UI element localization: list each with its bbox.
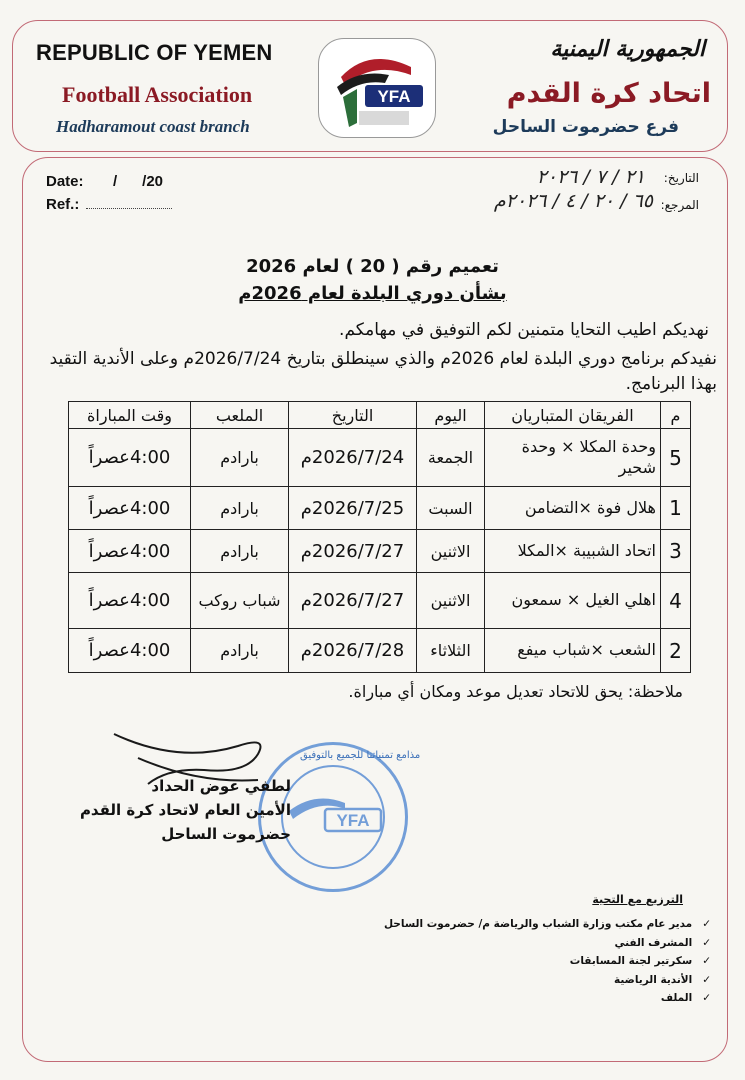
list-item: ✓الملف [660,992,711,1004]
arabic-ref-value: ٦٥ / ٢٠ / ٤ / ٢٠٢٦م [493,190,653,212]
note-text: ملاحظة: يحق للاتحاد تعديل موعد ومكان أي مباراة. [348,682,683,701]
svg-text:YFA: YFA [336,811,370,830]
header-day: اليوم [417,402,485,429]
match-day: الجمعة [417,429,485,487]
yfa-logo [318,38,436,138]
circular-title-block [0,256,745,304]
header-number: م [661,402,691,429]
match-day: السبت [417,487,485,530]
match-number: 4 [661,573,691,629]
table-row [69,573,691,629]
match-time: 4:00عصراً [69,530,191,573]
match-teams: وحدة المكلا × وحدة شحير [485,429,661,487]
arabic-date-label: التاريخ: [663,171,699,185]
table-row [69,429,691,487]
match-stadium: بارادم [191,429,289,487]
match-stadium: بارادم [191,629,289,673]
arabic-branch-name: فرع حضرموت الساحل [492,117,679,137]
match-number: 1 [661,487,691,530]
signatory-block [80,774,291,846]
header-stadium: الملعب [191,402,289,429]
stamp-logo-icon [285,791,385,841]
schedule-header-row [69,402,691,429]
list-item: ✓الأندية الرياضية [614,973,711,986]
match-time: 4:00عصراً [69,429,191,487]
match-date: 2026/7/27م [289,530,417,573]
date-value: / /20 [113,173,164,190]
header-time: وقت المباراة [69,402,191,429]
english-association-name: Football Association [62,82,253,107]
arabic-association-name: اتحاد كرة القدم [506,78,711,109]
english-country-name: REPUBLIC OF YEMEN [36,40,273,65]
header-date: التاريخ [289,402,417,429]
match-date: 2026/7/25م [289,487,417,530]
distribution-list [384,918,711,1011]
arabic-ref-label: المرجع: [660,198,699,212]
check-icon: ✓ [702,936,711,949]
table-row [69,487,691,530]
match-stadium: بارادم [191,487,289,530]
signatory-position: الأمين العام لاتحاد كرة القدم [79,801,291,819]
check-icon: ✓ [702,992,711,1004]
svg-text:YFA: YFA [377,87,411,106]
list-item: ✓سكرتير لجنة المسابقات [569,955,711,967]
table-row [69,629,691,673]
list-item: ✓المشرف الفني [614,936,711,949]
match-date: 2026/7/27م [289,573,417,629]
match-number: 3 [661,530,691,573]
ref-label: Ref.: [46,196,80,213]
match-day: الثلاثاء [417,629,485,673]
arabic-country-name: الجمهورية اليمنية [550,36,705,62]
match-day: الاثنين [417,573,485,629]
check-icon: ✓ [702,918,711,930]
english-branch-name: Hadharamout coast branch [56,117,250,136]
match-teams: الشعب ×شباب ميفع [485,629,661,673]
arabic-date-value: ٢١ / ٧ / ٢٠٢٦ [536,166,645,188]
match-time: 4:00عصراً [69,629,191,673]
match-number: 2 [661,629,691,673]
match-stadium: شباب روكب [191,573,289,629]
stamp-caption: مذامع تمنياتنا للجميع بالتوفيق [300,750,421,761]
date-label: Date: [46,173,84,190]
list-item: ✓مدير عام مكتب وزارة الشباب والرياضة م/ حضرموت الساحل [383,918,711,930]
ref-dotted-line [86,208,172,209]
match-teams: هلال فوة ×التضامن [485,487,661,530]
match-number: 5 [661,429,691,487]
signatory-name: لطفي عوض الحداد [151,777,291,795]
match-date: 2026/7/24م [289,429,417,487]
greeting-paragraph: نهديكم اطيب التحايا متمنين لكم التوفيق في مهامكم. [339,320,709,340]
table-row [69,530,691,573]
signatory-branch: حضرموت الساحل [161,825,291,843]
circular-title: تعميم رقم ( 20 ) لعام 2026 [246,256,499,277]
match-stadium: بارادم [191,530,289,573]
body-paragraph: نفيدكم برنامج دوري البلدة لعام 2026م والذي سينطلق بتاريخ 2026/7/24م وعلى الأندية التقيد بهذا البرنامج. [49,349,717,394]
header-teams: الفريقان المتباريان [485,402,661,429]
match-teams: اهلي الغيل × سمعون [485,573,661,629]
match-teams: اتحاد الشبيبة ×المكلا [485,530,661,573]
match-time: 4:00عصراً [69,487,191,530]
check-icon: ✓ [702,955,711,967]
match-time: 4:00عصراً [69,573,191,629]
check-icon: ✓ [702,973,711,986]
match-day: الاثنين [417,530,485,573]
schedule-table [68,401,691,673]
match-date: 2026/7/28م [289,629,417,673]
distribution-title: الترزيع مع التحية [592,893,683,906]
yfa-logo-icon [319,39,437,139]
circular-subject: بشأن دوري البلدة لعام 2026م [238,283,507,304]
